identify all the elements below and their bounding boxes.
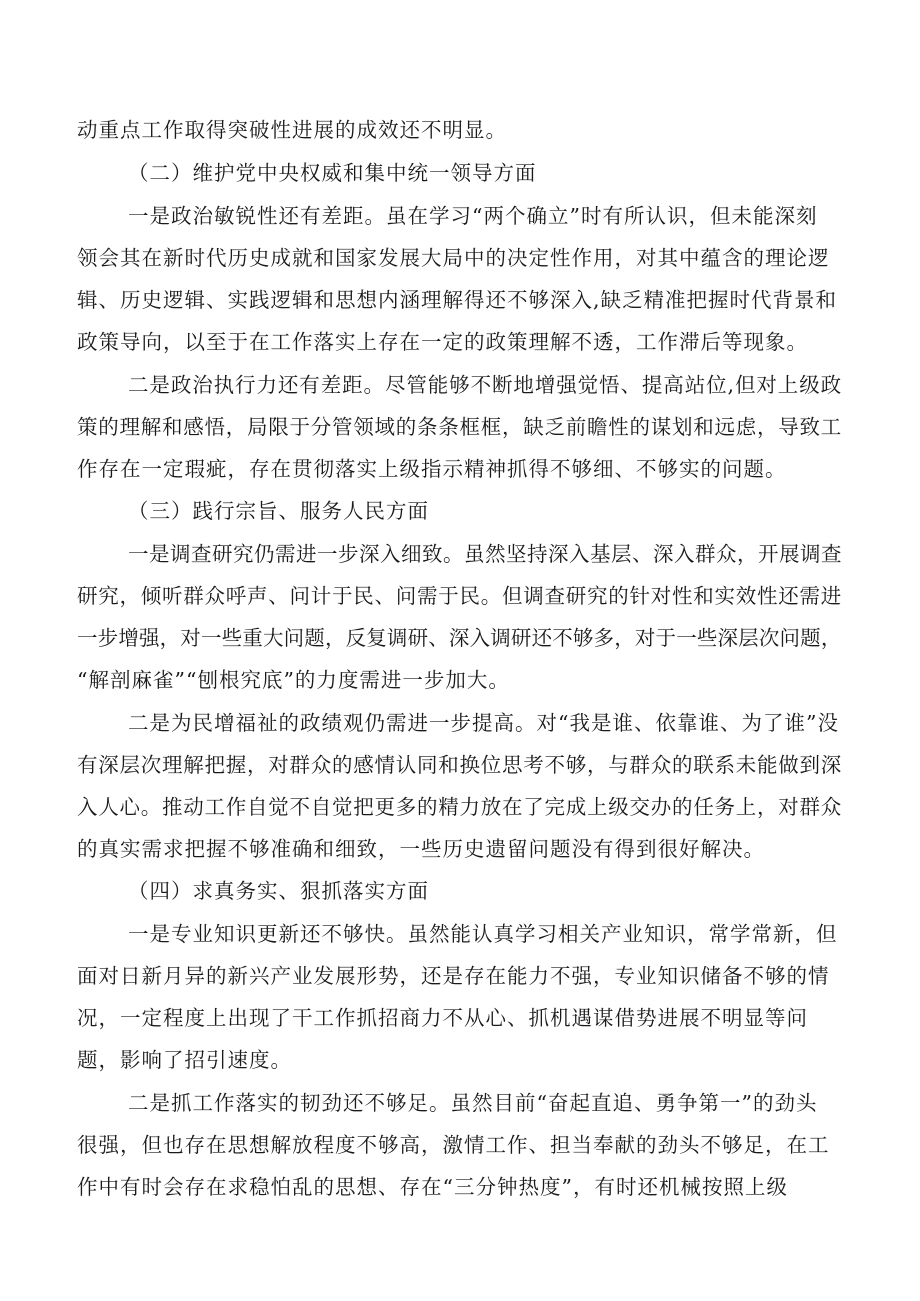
paragraph-line: 政策导向，以至于在工作落实上存在一定的政策理解不透，工作滞后等现象。 xyxy=(77,330,808,354)
section-heading: （二）维护党中央权威和集中统一领导方面 xyxy=(128,161,537,185)
paragraph-line: 领会其在新时代历史成就和国家发展大局中的决定性作用，对其中蕴含的理论逻 xyxy=(77,246,830,270)
section-heading: （四）求真务实、狠抓落实方面 xyxy=(128,879,429,903)
paragraph-line: 作中有时会存在求稳怕乱的思想、存在“三分钟热度”，有时还机械按照上级 xyxy=(77,1175,788,1199)
paragraph-line: 一是调查研究仍需进一步深入细致。虽然坚持深入基层、深入群众，开展调查 xyxy=(128,542,842,566)
paragraph-line: “解剖麻雀”“刨根究底”的力度需进一步加大。 xyxy=(77,668,510,692)
paragraph-line: 作存在一定瑕疵，存在贯彻落实上级指示精神抓得不够细、不够实的问题。 xyxy=(77,457,787,481)
paragraph-line: 题，影响了招引速度。 xyxy=(77,1048,292,1072)
section-heading: （三）践行宗旨、服务人民方面 xyxy=(128,499,429,523)
paragraph-line: 二是为民增福祉的政绩观仍需进一步提高。对“我是谁、依靠谁、为了谁”没 xyxy=(128,711,839,735)
paragraph-line: 面对日新月异的新兴产业发展形势，还是存在能力不强，专业知识储备不够的情 xyxy=(77,964,830,988)
paragraph-line: 况，一定程度上出现了干工作抓招商力不从心、抓机遇谋借势进展不明显等问 xyxy=(77,1006,808,1030)
paragraph-line: 辑、历史逻辑、实践逻辑和思想内涵理解得还不够深入,缺乏精准把握时代背景和 xyxy=(77,288,838,312)
paragraph-line: 动重点工作取得突破性进展的成效还不明显。 xyxy=(77,118,507,142)
paragraph-line: 二是抓工作落实的韧劲还不够足。虽然目前“奋起直追、勇争第一”的劲头 xyxy=(128,1091,818,1115)
paragraph-line: 入人心。推动工作自觉不自觉把更多的精力放在了完成上级交办的任务上，对群众 xyxy=(77,795,842,819)
paragraph-line: 一是政治敏锐性还有差距。虽在学习“两个确立”时有所认识，但未能深刻 xyxy=(128,204,818,228)
paragraph-line: 一是专业知识更新还不够快。虽然能认真学习相关产业知识，常学常新，但 xyxy=(128,922,838,946)
paragraph-line: 一步增强，对一些重大问题，反复调研、深入调研还不够多，对于一些深层次问题， xyxy=(77,626,842,650)
paragraph-line: 策的理解和感悟，局限于分管领域的条条框框，缺乏前瞻性的谋划和远虑，导致工 xyxy=(77,415,842,439)
paragraph-line: 二是政治执行力还有差距。尽管能够不断地增强觉悟、提高站位,但对上级政 xyxy=(128,373,843,397)
paragraph-line: 的真实需求把握不够准确和细致，一些历史遗留问题没有得到很好解决。 xyxy=(77,837,765,861)
paragraph-line: 很强，但也存在思想解放程度不够高，激情工作、担当奉献的劲头不够足，在工 xyxy=(77,1133,830,1157)
paragraph-line: 有深层次理解把握，对群众的感情认同和换位思考不够，与群众的联系未能做到深 xyxy=(77,753,842,777)
paragraph-line: 研究，倾听群众呼声、问计于民、问需于民。但调查研究的针对性和实效性还需进 xyxy=(77,584,842,608)
